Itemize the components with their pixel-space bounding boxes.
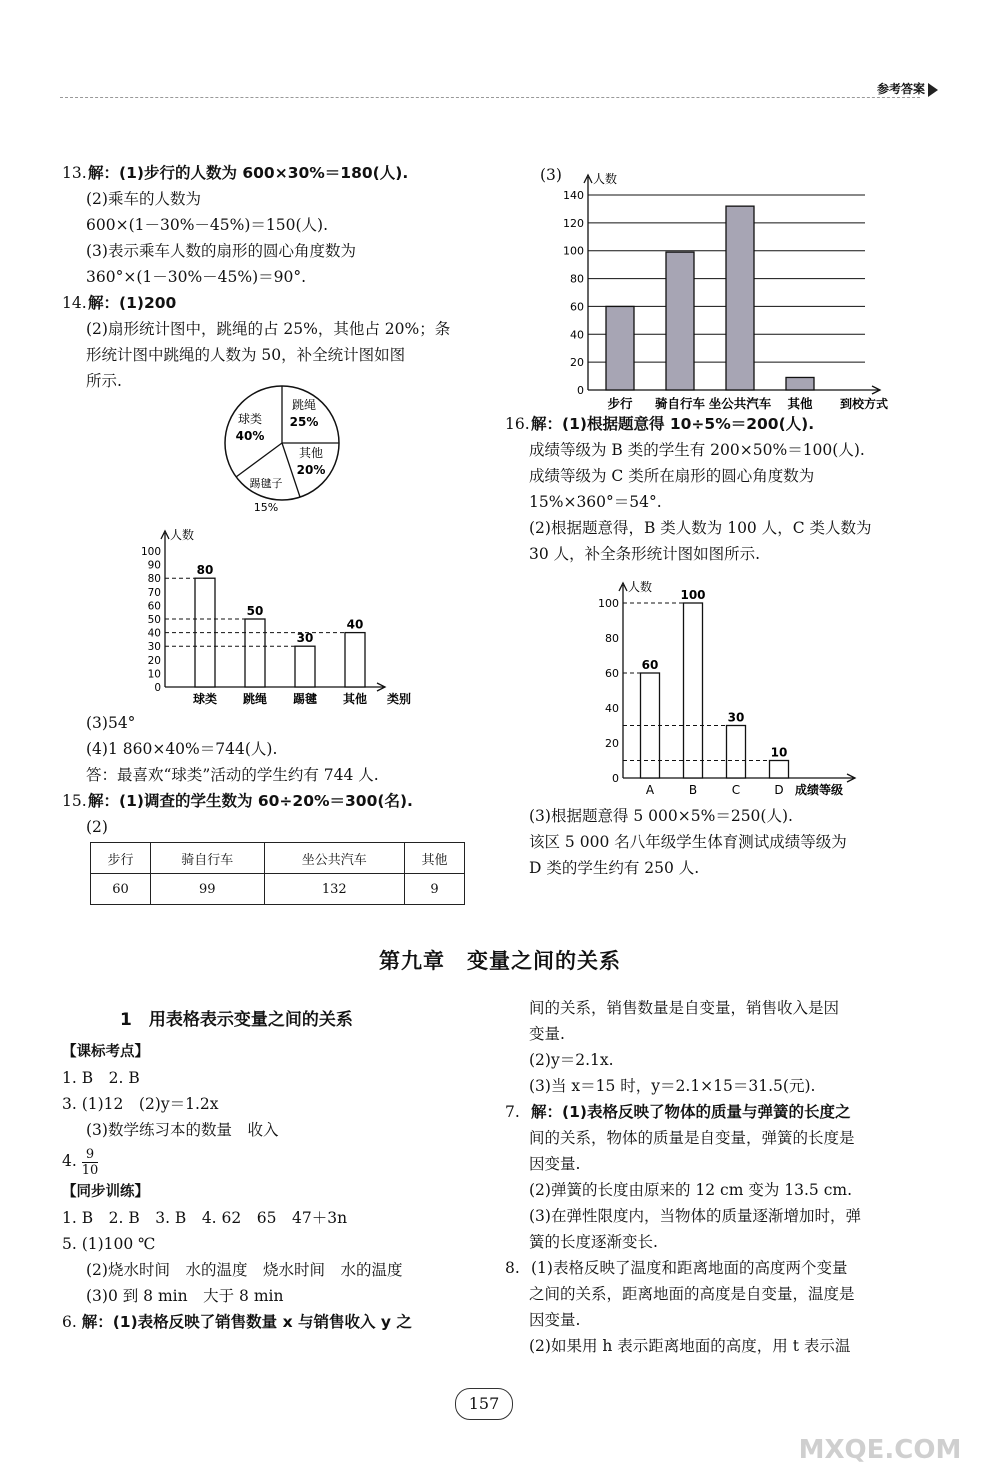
q14-line3: 形统计图中跳绳的人数为 50，补全统计图如图 (86, 346, 406, 364)
section-title: 1 用表格表示变量之间的关系 (120, 1010, 353, 1030)
fraction: $\frac{9}{10}$ (81, 1146, 99, 1178)
x-tick-label: 其他 (787, 396, 813, 411)
q8-line1: 8.(1)表格反映了温度和距离地面的高度两个变量 (505, 1259, 848, 1277)
y-tick-label: 80 (147, 573, 161, 586)
y-tick-label: 140 (563, 189, 584, 202)
answer-line: 1. B 2. B 3. B 4. 62 65 47＋3n (62, 1209, 348, 1227)
bar (726, 206, 754, 390)
bar (770, 761, 789, 779)
bar (295, 646, 315, 687)
chapter-title: 第九章 变量之间的关系 (379, 949, 621, 973)
lower-left-column (62, 1007, 482, 1335)
bar-chart-activities (130, 515, 430, 710)
header-divider (60, 97, 920, 98)
bar-value-label: 10 (770, 745, 788, 760)
bar-chart-commute (540, 162, 900, 412)
answer-line: (2)烧水时间 水的温度 烧水时间 水的温度 (86, 1261, 403, 1279)
q16-part3-line2: 该区 5 000 名八年级学生体育测试成绩等级为 (529, 833, 847, 851)
y-axis-label: 人数 (170, 528, 195, 542)
bar-value-label: 60 (641, 658, 659, 672)
lower-right-column (505, 995, 925, 1359)
answer-line: (3)当 x＝15 时，y＝2.1×15＝31.5(元). (529, 1077, 816, 1095)
answer-line: (2)弹簧的长度由原来的 12 cm 变为 13.5 cm. (529, 1181, 853, 1199)
answer-line: (2)如果用 h 表示距离地面的高度，用 t 表示温 (529, 1337, 851, 1355)
bar-value-label: 30 (296, 631, 314, 646)
bar (195, 578, 215, 687)
answer-line: 簧的长度逐渐变长. (529, 1233, 658, 1251)
right-column-lower (505, 803, 925, 881)
q16-line5: (2)根据题意得，B 类人数为 100 人，C 类人数为 (529, 519, 872, 537)
table-commute (90, 842, 465, 905)
x-tick-label: A (645, 783, 655, 797)
y-axis-label: 人数 (628, 580, 653, 594)
y-tick-label: 80 (605, 632, 619, 645)
pie-pct-other: 20% (296, 463, 326, 477)
y-tick-label: 100 (140, 546, 161, 558)
svg-text:MXQE.COM: MXQE.COM (798, 1435, 962, 1465)
bar-chart-grades (580, 565, 870, 800)
answer-line: (3)在弹性限度内，当物体的质量逐渐增加时，弹 (529, 1207, 861, 1225)
bar (245, 619, 265, 687)
x-tick-label: 踢毽 (292, 692, 318, 706)
table-header: 坐公共汽车 (264, 843, 404, 874)
x-tick-label: B (688, 783, 698, 797)
q14-line2: (2)扇形统计图中，跳绳的占 25%，其他占 20%；条 (86, 320, 451, 338)
q13-line2: (2)乘车的人数为 (86, 190, 201, 208)
q14-line4: 所示. (86, 372, 122, 390)
x-tick-label: 跳绳 (242, 692, 268, 706)
pie-label-shuttle: 踢毽子 (249, 477, 283, 490)
table-cell: 132 (264, 874, 404, 905)
answer-line: 1. B 2. B (62, 1069, 140, 1087)
x-axis-label: 到校方式 (840, 397, 889, 411)
y-axis-label: 人数 (593, 172, 618, 186)
pie-pct-ball: 40% (235, 429, 265, 443)
bar (606, 306, 634, 390)
answer-line-fraction: 4. $\frac{9}{10}$ (62, 1146, 99, 1178)
header-label: 参考答案 (876, 82, 925, 96)
table-row (91, 874, 465, 905)
q14-part3: (3)54° (86, 714, 136, 732)
table-header: 步行 (91, 843, 151, 874)
q13-line1: 13.解：(1)步行的人数为 600×30%＝180(人). (62, 164, 409, 182)
y-tick-label: 120 (563, 216, 584, 230)
bar (727, 726, 746, 779)
answer-line: 间的关系，物体的质量是自变量，弹簧的长度是 (529, 1129, 855, 1147)
bar (786, 377, 814, 390)
answer-line: 3. (1)12 (2)y＝1.2x (62, 1095, 219, 1113)
bar (641, 673, 660, 778)
x-tick-label: 球类 (192, 692, 218, 706)
y-tick-label: 100 (563, 244, 584, 258)
q15-part3-label: (3) (540, 166, 562, 184)
pie-label-rope: 跳绳 (291, 398, 317, 412)
pie-pct-rope: 25% (289, 415, 319, 429)
x-axis-label: 类别 (387, 692, 412, 706)
table-cell: 9 (405, 874, 465, 905)
q6-line1: 6. 解：(1)表格反映了销售数量 x 与销售收入 y 之 (62, 1313, 412, 1331)
pie-label-ball: 球类 (237, 412, 263, 426)
x-tick-label: C (731, 783, 741, 797)
y-tick-label: 0 (577, 384, 584, 397)
y-tick-label: 0 (612, 772, 619, 785)
bar (345, 633, 365, 687)
y-tick-label: 50 (147, 614, 161, 626)
answer-line: (2)y＝2.1x. (529, 1051, 614, 1069)
q16-part3-line3: D 类的学生约有 250 人. (529, 859, 700, 877)
answer-line: 变量. (529, 1025, 565, 1043)
table-cell: 60 (91, 874, 151, 905)
answer-line: 之间的关系，距离地面的高度是自变量，温度是 (529, 1285, 855, 1303)
y-tick-label: 60 (570, 300, 584, 314)
y-tick-label: 100 (598, 597, 619, 610)
pie-label-other: 其他 (298, 446, 324, 460)
y-tick-label: 20 (147, 654, 161, 667)
left-column-lower (62, 710, 482, 840)
bar (666, 252, 694, 390)
answer-line: 因变量. (529, 1311, 581, 1329)
x-tick-label: 其他 (342, 692, 368, 706)
answer-line: 5. (1)100 ℃ (62, 1235, 156, 1253)
y-tick-label: 60 (147, 600, 161, 613)
tag-practice: 【同步训练】 (62, 1184, 149, 1200)
x-tick-label: D (774, 783, 784, 797)
table-header: 骑自行车 (150, 843, 264, 874)
bar (684, 603, 703, 778)
y-tick-label: 70 (147, 586, 161, 599)
answer-line: (3)数学练习本的数量 收入 (86, 1121, 279, 1139)
right-column (505, 411, 925, 567)
pie-divider-4 (236, 443, 282, 477)
watermark-logo (780, 1418, 980, 1466)
q16-line4: 15%×360°＝54°. (529, 493, 662, 511)
pie-chart (210, 385, 360, 515)
y-tick-label: 40 (147, 627, 161, 640)
q13-line5: 360°×(1－30%－45%)＝90°. (86, 268, 307, 286)
page-number: 157 (455, 1388, 513, 1420)
table-cell: 99 (150, 874, 264, 905)
answer-line: (3)0 到 8 min 大于 8 min (86, 1287, 284, 1305)
y-tick-label: 30 (147, 641, 161, 654)
q14-answer: 答：最喜欢“球类”活动的学生约有 744 人. (86, 766, 379, 784)
q16-line1: 16.解：(1)根据题意得 10÷5%＝200(人). (505, 415, 815, 433)
bar-value-label: 30 (727, 710, 745, 725)
y-tick-label: 90 (147, 559, 161, 572)
x-tick-label: 坐公共汽车 (708, 396, 772, 411)
y-tick-label: 10 (147, 668, 161, 681)
q14-line1: 14.解：(1)200 (62, 294, 177, 312)
y-tick-label: 20 (605, 737, 619, 750)
answer-line: 因变量. (529, 1155, 581, 1173)
y-tick-label: 80 (570, 272, 584, 286)
x-axis-label: 成绩等级 (795, 783, 844, 797)
tag-curriculum: 【课标考点】 (62, 1044, 149, 1060)
q16-line3: 成绩等级为 C 类所在扇形的圆心角度数为 (529, 467, 815, 485)
pie-pct-shuttle: 15% (253, 501, 279, 514)
answer-line: 间的关系，销售数量是自变量，销售收入是因 (529, 999, 840, 1017)
q15-line1: 15.解：(1)调查的学生数为 60÷20%＝300(名). (62, 792, 413, 810)
arrow-icon (928, 83, 938, 97)
table-header-row (91, 843, 465, 874)
y-tick-label: 40 (570, 328, 584, 342)
q16-line2: 成绩等级为 B 类的学生有 200×50%＝100(人). (529, 441, 865, 459)
bar-value-label: 80 (196, 563, 214, 578)
q14-part4: (4)1 860×40%＝744(人). (86, 740, 278, 758)
table-header: 其他 (405, 843, 465, 874)
bar-value-label: 50 (246, 604, 264, 618)
bar-value-label: 40 (346, 617, 364, 632)
y-tick-label: 20 (570, 356, 584, 370)
y-tick-label: 0 (154, 682, 161, 694)
left-column (62, 160, 482, 394)
bar-value-label: 100 (680, 588, 706, 602)
q13-line3: 600×(1－30%－45%)＝150(人). (86, 216, 329, 234)
y-tick-label: 60 (605, 667, 619, 680)
x-tick-label: 步行 (607, 396, 633, 411)
q15-part2: (2) (86, 818, 108, 836)
q16-part3: (3)根据题意得 5 000×5%＝250(人). (529, 807, 793, 825)
page-header (877, 80, 938, 97)
q16-line6: 30 人，补全条形统计图如图所示. (529, 545, 761, 563)
q7-line1: 7.解：(1)表格反映了物体的质量与弹簧的长度之 (505, 1103, 851, 1121)
y-tick-label: 40 (605, 702, 619, 715)
q13-line4: (3)表示乘车人数的扇形的圆心角度数为 (86, 242, 356, 260)
x-tick-label: 骑自行车 (654, 396, 706, 411)
